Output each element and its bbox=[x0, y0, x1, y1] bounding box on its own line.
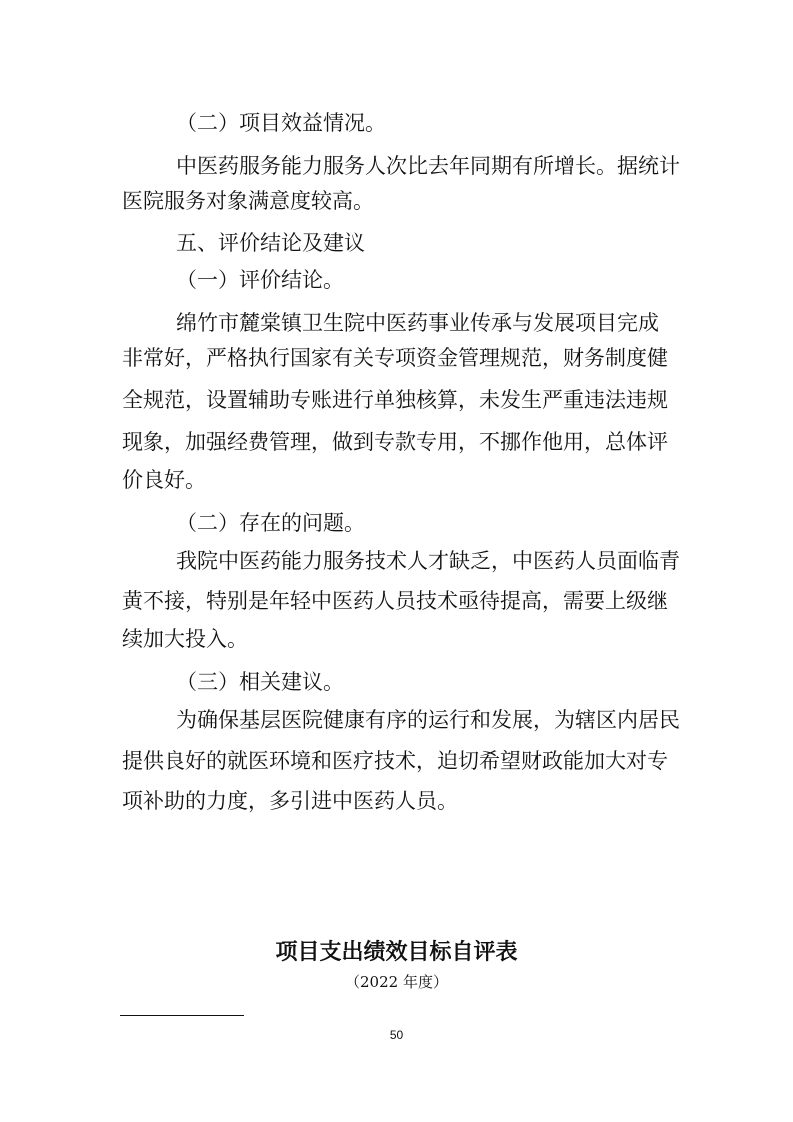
paragraph-line: 为确保基层医院健康有序的运行和发展，为辖区内居民 bbox=[176, 708, 680, 732]
paragraph-line: 续加大投入。 bbox=[122, 627, 248, 651]
footnote-divider bbox=[120, 1015, 244, 1016]
paragraph-line: 全规范，设置辅助专账进行单独核算，未发生严重违法违规 bbox=[122, 388, 668, 412]
table-title: 项目支出绩效目标自评表 bbox=[275, 940, 518, 965]
paragraph-line: 中医药服务能力服务人次比去年同期有所增长。据统计 bbox=[176, 154, 680, 178]
subsection-heading-project-benefits: （二）项目效益情况。 bbox=[176, 111, 386, 135]
paragraph-line: 非常好，严格执行国家有关专项资金管理规范，财务制度健 bbox=[122, 346, 668, 370]
subsection-heading-related-suggestions: （三）相关建议。 bbox=[176, 670, 344, 694]
paragraph-line: 现象，加强经费管理，做到专款专用，不挪作他用，总体评 bbox=[122, 430, 668, 454]
section-heading-conclusions: 五、评价结论及建议 bbox=[176, 231, 365, 255]
paragraph-line: 提供良好的就医环境和医疗技术，迫切希望财政能加大对专 bbox=[122, 749, 668, 773]
subsection-heading-evaluation-conclusion: （一）评价结论。 bbox=[176, 268, 344, 292]
table-subtitle-year: （2022 年度） bbox=[345, 973, 448, 991]
page-number: 50 bbox=[389, 1028, 404, 1042]
paragraph-line: 绵竹市麓棠镇卫生院中医药事业传承与发展项目完成 bbox=[176, 311, 659, 335]
paragraph-line: 医院服务对象满意度较高。 bbox=[122, 189, 374, 213]
paragraph-line: 我院中医药能力服务技术人才缺乏，中医药人员面临青 bbox=[176, 549, 680, 573]
paragraph-line: 价良好。 bbox=[122, 468, 206, 492]
subsection-heading-existing-problems: （二）存在的问题。 bbox=[176, 511, 365, 535]
paragraph-line: 黄不接，特别是年轻中医药人员技术亟待提高，需要上级继 bbox=[122, 589, 668, 613]
paragraph-line: 项补助的力度，多引进中医药人员。 bbox=[122, 789, 458, 813]
